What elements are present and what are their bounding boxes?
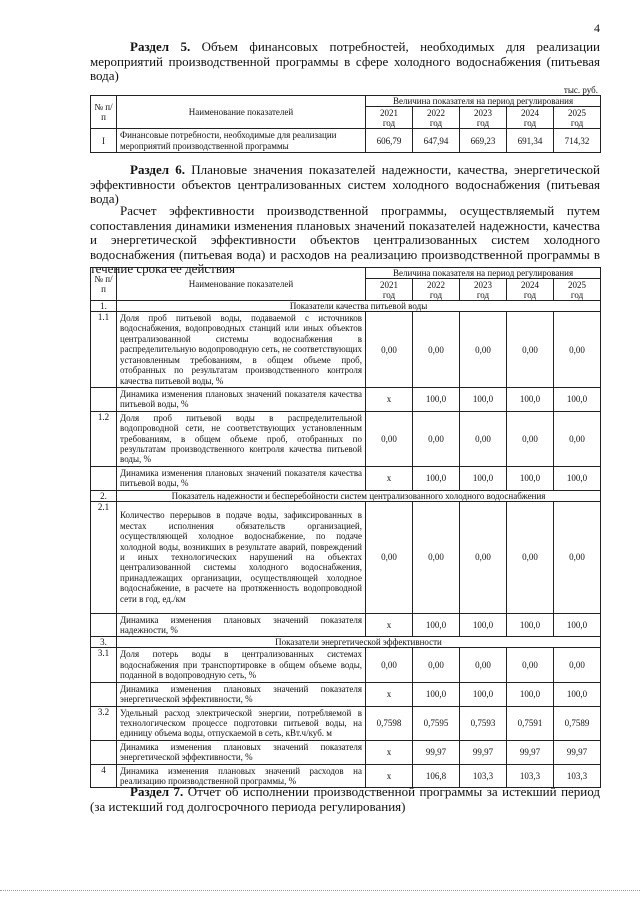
value-cell: 0,00 bbox=[366, 501, 413, 613]
value-cell: 100,0 bbox=[507, 466, 554, 490]
section5-label: Раздел 5. bbox=[130, 39, 191, 54]
year-label: 2022 bbox=[427, 107, 445, 118]
value-cell: 100,0 bbox=[460, 613, 507, 637]
year-header bbox=[366, 107, 413, 129]
row-num: 1.1 bbox=[91, 312, 117, 388]
table-row bbox=[91, 648, 601, 682]
value-cell: 99,97 bbox=[554, 740, 601, 764]
value-cell: 0,00 bbox=[507, 411, 554, 466]
year-label: 2023 bbox=[474, 107, 492, 118]
value-cell: 647,94 bbox=[413, 129, 460, 153]
value-cell: 100,0 bbox=[460, 466, 507, 490]
value-cell: 0,00 bbox=[413, 648, 460, 682]
row-num: 2.1 bbox=[91, 501, 117, 613]
year-label: 2021 bbox=[380, 107, 398, 118]
year-header bbox=[413, 279, 460, 301]
value-cell: 100,0 bbox=[507, 613, 554, 637]
value-cell: 691,34 bbox=[507, 129, 554, 153]
table-row bbox=[91, 411, 601, 466]
col-num-header: № п/п bbox=[91, 268, 117, 301]
section-row bbox=[91, 490, 601, 501]
value-cell: 0,00 bbox=[554, 501, 601, 613]
section-row bbox=[91, 301, 601, 312]
row-num bbox=[91, 466, 117, 490]
section5-title: Объем финансовых потребностей, необходимых для реализации мероприятий производственной программы в сфере холодного водоснабжения (питьевая вода) bbox=[90, 39, 600, 83]
section7-title: Отчет об исполнении производственной программы за истекший период (за истекший год долгосрочного периода регулирования) bbox=[90, 784, 600, 814]
table-row bbox=[91, 740, 601, 764]
table-row bbox=[91, 682, 601, 706]
section6-paragraph: Расчет эффективности производственной программы, осуществляемый путем сопоставления динамики изменения плановых значений показателей надежности, качества и энергетической эффективности объектов централизованных систем холодного водоснабжения (питьевая вода) и расходов на реализацию производственной программы в течение срока ее действия bbox=[90, 203, 600, 276]
col-group-header: Величина показателя на период регулирования bbox=[366, 268, 601, 279]
section-row bbox=[91, 637, 601, 648]
year-suffix: год bbox=[429, 117, 443, 128]
col-num-header: № п/п bbox=[91, 96, 117, 129]
row-name: Динамика изменения плановых значений показателя качества питьевой воды, % bbox=[117, 466, 366, 490]
value-cell: 100,0 bbox=[554, 682, 601, 706]
value-cell: 0,00 bbox=[413, 312, 460, 388]
value-cell: 0,7598 bbox=[366, 706, 413, 740]
year-header bbox=[507, 107, 554, 129]
value-cell: х bbox=[366, 764, 413, 788]
value-cell: х bbox=[366, 388, 413, 412]
value-cell: 100,0 bbox=[507, 682, 554, 706]
section-title: Показатель надежности и бесперебойности систем централизованного холодного водоснабжения bbox=[117, 490, 601, 501]
row-name: Динамика изменения плановых значений показателя надежности, % bbox=[117, 613, 366, 637]
row-num: 4 bbox=[91, 764, 117, 788]
indicators-table bbox=[90, 267, 601, 788]
value-cell: 100,0 bbox=[413, 613, 460, 637]
year-suffix: год bbox=[523, 117, 537, 128]
year-header bbox=[554, 107, 601, 129]
value-cell: 0,00 bbox=[507, 648, 554, 682]
value-cell: 103,3 bbox=[507, 764, 554, 788]
value-cell: 0,00 bbox=[366, 312, 413, 388]
year-suffix: год bbox=[476, 289, 490, 300]
year-header bbox=[460, 279, 507, 301]
value-cell: 0,00 bbox=[507, 312, 554, 388]
value-cell: 606,79 bbox=[366, 129, 413, 153]
unit-label: тыс. руб. bbox=[563, 85, 598, 95]
value-cell: 0,00 bbox=[554, 312, 601, 388]
row-num bbox=[91, 388, 117, 412]
value-cell: 106,8 bbox=[413, 764, 460, 788]
row-num bbox=[91, 613, 117, 637]
table-row bbox=[91, 312, 601, 388]
year-header bbox=[413, 107, 460, 129]
year-suffix: год bbox=[570, 289, 584, 300]
value-cell: 99,97 bbox=[507, 740, 554, 764]
value-cell: 714,32 bbox=[554, 129, 601, 153]
value-cell: 100,0 bbox=[554, 388, 601, 412]
year-header bbox=[507, 279, 554, 301]
row-num: 3. bbox=[91, 637, 117, 648]
year-header bbox=[366, 279, 413, 301]
table-row bbox=[91, 501, 601, 613]
value-cell: 99,97 bbox=[460, 740, 507, 764]
value-cell: 0,00 bbox=[460, 501, 507, 613]
row-name: Динамика изменения плановых значений показателя качества питьевой воды, % bbox=[117, 388, 366, 412]
row-num: I bbox=[91, 129, 117, 153]
value-cell: 100,0 bbox=[554, 613, 601, 637]
row-num bbox=[91, 682, 117, 706]
value-cell: 0,00 bbox=[460, 312, 507, 388]
section6-label: Раздел 6. bbox=[130, 162, 186, 177]
section-title: Показатели энергетической эффективности bbox=[117, 637, 601, 648]
year-label: 2024 bbox=[521, 107, 539, 118]
year-label: 2022 bbox=[427, 279, 445, 290]
value-cell: 0,00 bbox=[366, 648, 413, 682]
row-num: 3.2 bbox=[91, 706, 117, 740]
table-row bbox=[91, 466, 601, 490]
value-cell: 669,23 bbox=[460, 129, 507, 153]
page-number: 4 bbox=[594, 21, 600, 35]
section6-title: Плановые значения показателей надежности, качества, энергетической эффективности объектов централизованных систем холодного водоснабжения (питьевая вода) bbox=[90, 162, 600, 206]
year-label: 2021 bbox=[380, 279, 398, 290]
value-cell: 100,0 bbox=[413, 682, 460, 706]
value-cell: 100,0 bbox=[460, 388, 507, 412]
col-group-header: Величина показателя на период регулирования bbox=[366, 96, 601, 107]
year-suffix: год bbox=[523, 289, 537, 300]
page-bottom-edge bbox=[0, 890, 640, 891]
year-suffix: год bbox=[382, 289, 396, 300]
col-name-header: Наименование показателей bbox=[117, 96, 366, 129]
row-name: Доля проб питьевой воды в распределительной водопроводной сети, не соответствующих установленным требованиям, в общем объеме проб, отобранных по результатам производственного контроля качества питьевой воды, % bbox=[117, 411, 366, 466]
year-suffix: год bbox=[476, 117, 490, 128]
value-cell: 0,00 bbox=[554, 411, 601, 466]
value-cell: 0,7593 bbox=[460, 706, 507, 740]
row-name: Финансовые потребности, необходимые для реализации мероприятий производственной программы bbox=[117, 129, 366, 153]
row-num: 3.1 bbox=[91, 648, 117, 682]
value-cell: 100,0 bbox=[507, 388, 554, 412]
year-suffix: год bbox=[382, 117, 396, 128]
value-cell: х bbox=[366, 613, 413, 637]
year-label: 2025 bbox=[568, 279, 587, 290]
row-name: Динамика изменения плановых значений расходов на реализацию производственной программы, % bbox=[117, 764, 366, 788]
row-num: 1. bbox=[91, 301, 117, 312]
year-header bbox=[460, 107, 507, 129]
value-cell: 100,0 bbox=[413, 388, 460, 412]
value-cell: 0,00 bbox=[413, 411, 460, 466]
row-name: Динамика изменения плановых значений показателя энергетической эффективности, % bbox=[117, 740, 366, 764]
value-cell: 103,3 bbox=[554, 764, 601, 788]
section6-heading bbox=[90, 163, 600, 207]
value-cell: х bbox=[366, 682, 413, 706]
section7-label: Раздел 7. bbox=[130, 784, 184, 799]
row-num bbox=[91, 740, 117, 764]
value-cell: 99,97 bbox=[413, 740, 460, 764]
value-cell: 0,00 bbox=[366, 411, 413, 466]
table-row bbox=[91, 613, 601, 637]
value-cell: 0,7595 bbox=[413, 706, 460, 740]
year-suffix: год bbox=[429, 289, 443, 300]
section5-heading bbox=[90, 40, 600, 84]
value-cell: 0,00 bbox=[554, 648, 601, 682]
year-label: 2025 bbox=[568, 107, 587, 118]
value-cell: 100,0 bbox=[554, 466, 601, 490]
value-cell: 0,00 bbox=[413, 501, 460, 613]
value-cell: 0,7589 bbox=[554, 706, 601, 740]
year-header bbox=[554, 279, 601, 301]
value-cell: х bbox=[366, 740, 413, 764]
value-cell: 0,00 bbox=[460, 648, 507, 682]
col-name-header: Наименование показателей bbox=[117, 268, 366, 301]
value-cell: х bbox=[366, 466, 413, 490]
row-name: Динамика изменения плановых значений показателя энергетической эффективности, % bbox=[117, 682, 366, 706]
value-cell: 0,00 bbox=[507, 501, 554, 613]
row-num: 2. bbox=[91, 490, 117, 501]
row-name: Количество перерывов в подаче воды, зафиксированных в местах исполнения обязательств организацией, осуществляющей холодное водоснабжение, по подаче холодной воды, возникших в результате аварий, повреждений и иных технологических нарушений на объектах централизованной системы холодного водоснабжения, принадлежащих организации, осуществляющей холодное водоснабжение, в расчете на протяженность водопроводной сети в год, ед./км bbox=[117, 501, 366, 613]
financial-needs-table bbox=[90, 95, 601, 153]
table-row bbox=[91, 706, 601, 740]
table-row bbox=[91, 388, 601, 412]
year-label: 2024 bbox=[521, 279, 539, 290]
year-label: 2023 bbox=[474, 279, 492, 290]
value-cell: 0,7591 bbox=[507, 706, 554, 740]
year-suffix: год bbox=[570, 117, 584, 128]
value-cell: 100,0 bbox=[413, 466, 460, 490]
value-cell: 0,00 bbox=[460, 411, 507, 466]
row-name: Доля проб питьевой воды, подаваемой с источников водоснабжения, водопроводных станций или иных объектов централизованной системы водоснабжения в распределительную водопроводную сеть, не соответствующих установленным требованиям, в общем объеме проб, отобранных по результатам производственного контроля качества питьевой воды, % bbox=[117, 312, 366, 388]
value-cell: 103,3 bbox=[460, 764, 507, 788]
row-num: 1.2 bbox=[91, 411, 117, 466]
row-name: Удельный расход электрической энергии, потребляемой в технологическом процессе подготовки питьевой воды, на единицу объема воды, отпускаемой в сеть, кВт.ч/куб. м bbox=[117, 706, 366, 740]
value-cell: 100,0 bbox=[460, 682, 507, 706]
row-name: Доля потерь воды в централизованных системах водоснабжения при транспортировке в общем объеме воды, поданной в водопроводную сеть, % bbox=[117, 648, 366, 682]
section7-heading bbox=[90, 785, 600, 814]
section-title: Показатели качества питьевой воды bbox=[117, 301, 601, 312]
